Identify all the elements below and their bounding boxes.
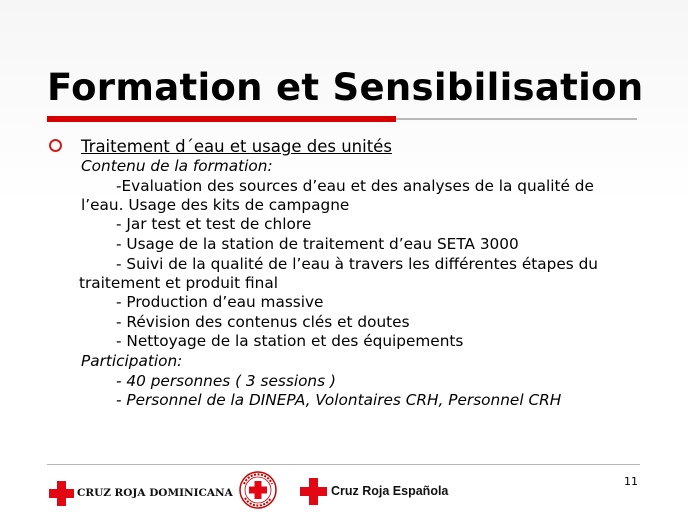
title-underline-red (47, 116, 396, 122)
content-line: traitement et produit final (79, 274, 278, 292)
bullet-heading: Traitement d´eau et usage des unités (81, 137, 392, 156)
footer-divider (47, 464, 640, 465)
content-line: - Production d’eau massive (116, 293, 324, 311)
content-line: - Jar test et test de chlore (116, 215, 312, 233)
bullet-circle-icon (49, 139, 62, 152)
content-line: l’eau. Usage des kits de campagne (81, 196, 350, 214)
participation-heading: Participation: (81, 352, 183, 370)
content-line: - Nettoyage de la station et des équipements (116, 332, 464, 350)
participation-line: - 40 personnes ( 3 sessions ) (116, 372, 336, 390)
title-underline-gray (396, 118, 637, 120)
logo-cruz-roja-dominicana (49, 478, 233, 508)
red-cross-icon (49, 481, 74, 506)
page-number: 11 (624, 475, 638, 488)
logo-espanola-text: Cruz Roja Española (331, 484, 449, 498)
slide-title: Formation et Sensibilisation (47, 66, 644, 109)
logo-dominicana-text: CRUZ ROJA DOMINICANA (77, 487, 233, 499)
haitian-red-cross-seal-icon (236, 470, 280, 510)
content-heading: Contenu de la formation: (81, 157, 273, 175)
logo-cruz-roja-espanola (300, 476, 449, 508)
red-cross-icon (300, 478, 327, 505)
logo-croix-rouge-haitienne (236, 470, 280, 510)
title-underline (47, 116, 637, 122)
content-line: - Révision des contenus clés et doutes (116, 313, 410, 331)
content-line: - Usage de la station de traitement d’eau SETA 3000 (116, 235, 519, 253)
content-line: - Suivi de la qualité de l’eau à travers les différentes étapes du (116, 255, 598, 273)
participation-line: - Personnel de la DINEPA, Volontaires CRH, Personnel CRH (116, 391, 562, 409)
content-line: -Evaluation des sources d’eau et des analyses de la qualité de (116, 177, 594, 195)
